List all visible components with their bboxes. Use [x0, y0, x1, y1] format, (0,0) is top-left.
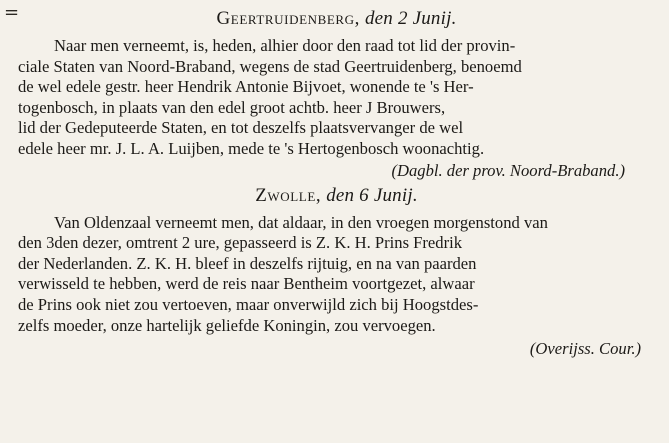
article-1-credit: (Dagbl. der prov. Noord-Braband.): [391, 160, 625, 180]
article-2-date: den 6 Junij.: [326, 184, 418, 206]
edge-mark: =: [4, 2, 20, 23]
article-1-body: [18, 36, 655, 160]
article-2-place: Zwolle,: [255, 184, 322, 206]
article-1-line: lid der Gedeputeerde Staten, en tot deszelfs plaatsvervanger de wel: [18, 118, 464, 138]
article-2-line: der Nederlanden. Z. K. H. bleef in deszelfs rijtuig, en na van paarden: [18, 253, 477, 273]
article-2-line: de Prins ook niet zou vertoeven, maar onverwijld zich bij Hoogstdes-: [18, 294, 479, 314]
article-1-line: de wel edele gestr. heer Hendrik Antonie Bijvoet, wonende te 's Her-: [18, 77, 474, 97]
article-geertruidenberg: [18, 8, 655, 181]
article-1-place: Geertruidenberg,: [216, 8, 361, 29]
article-2-credit: (Overijss. Cour.): [529, 339, 641, 359]
article-1-heading: [18, 8, 655, 30]
article-2-line: zelfs moeder, onze hartelijk geliefde Koningin, zou vervoegen.: [18, 315, 436, 335]
article-1-line: edele heer mr. J. L. A. Luijben, mede te 's Hertogenbosch woonachtig.: [18, 138, 485, 158]
article-1-line: togenbosch, in plaats van den edel groot achtb. heer J Brouwers,: [18, 97, 446, 117]
article-2-heading: [18, 185, 655, 207]
article-1-line: Naar men verneemt, is, heden, alhier door den raad tot lid der provin-: [54, 36, 516, 55]
article-2-line: den 3den dezer, omtrent 2 ure, gepasseerd is Z. K. H. Prins Fredrik: [18, 233, 463, 253]
article-2-line: verwisseld te hebben, werd de reis naar Bentheim voortgezet, alwaar: [18, 274, 475, 294]
article-zwolle: [18, 185, 655, 360]
article-2-body: [18, 213, 655, 337]
article-1-line: ciale Staten van Noord-Braband, wegens de stad Geertruidenberg, benoemd: [18, 56, 522, 76]
article-1-date: den 2 Junij.: [364, 8, 457, 29]
article-2-line: Van Oldenzaal verneemt men, dat aldaar, in den vroegen morgenstond van: [54, 212, 548, 232]
